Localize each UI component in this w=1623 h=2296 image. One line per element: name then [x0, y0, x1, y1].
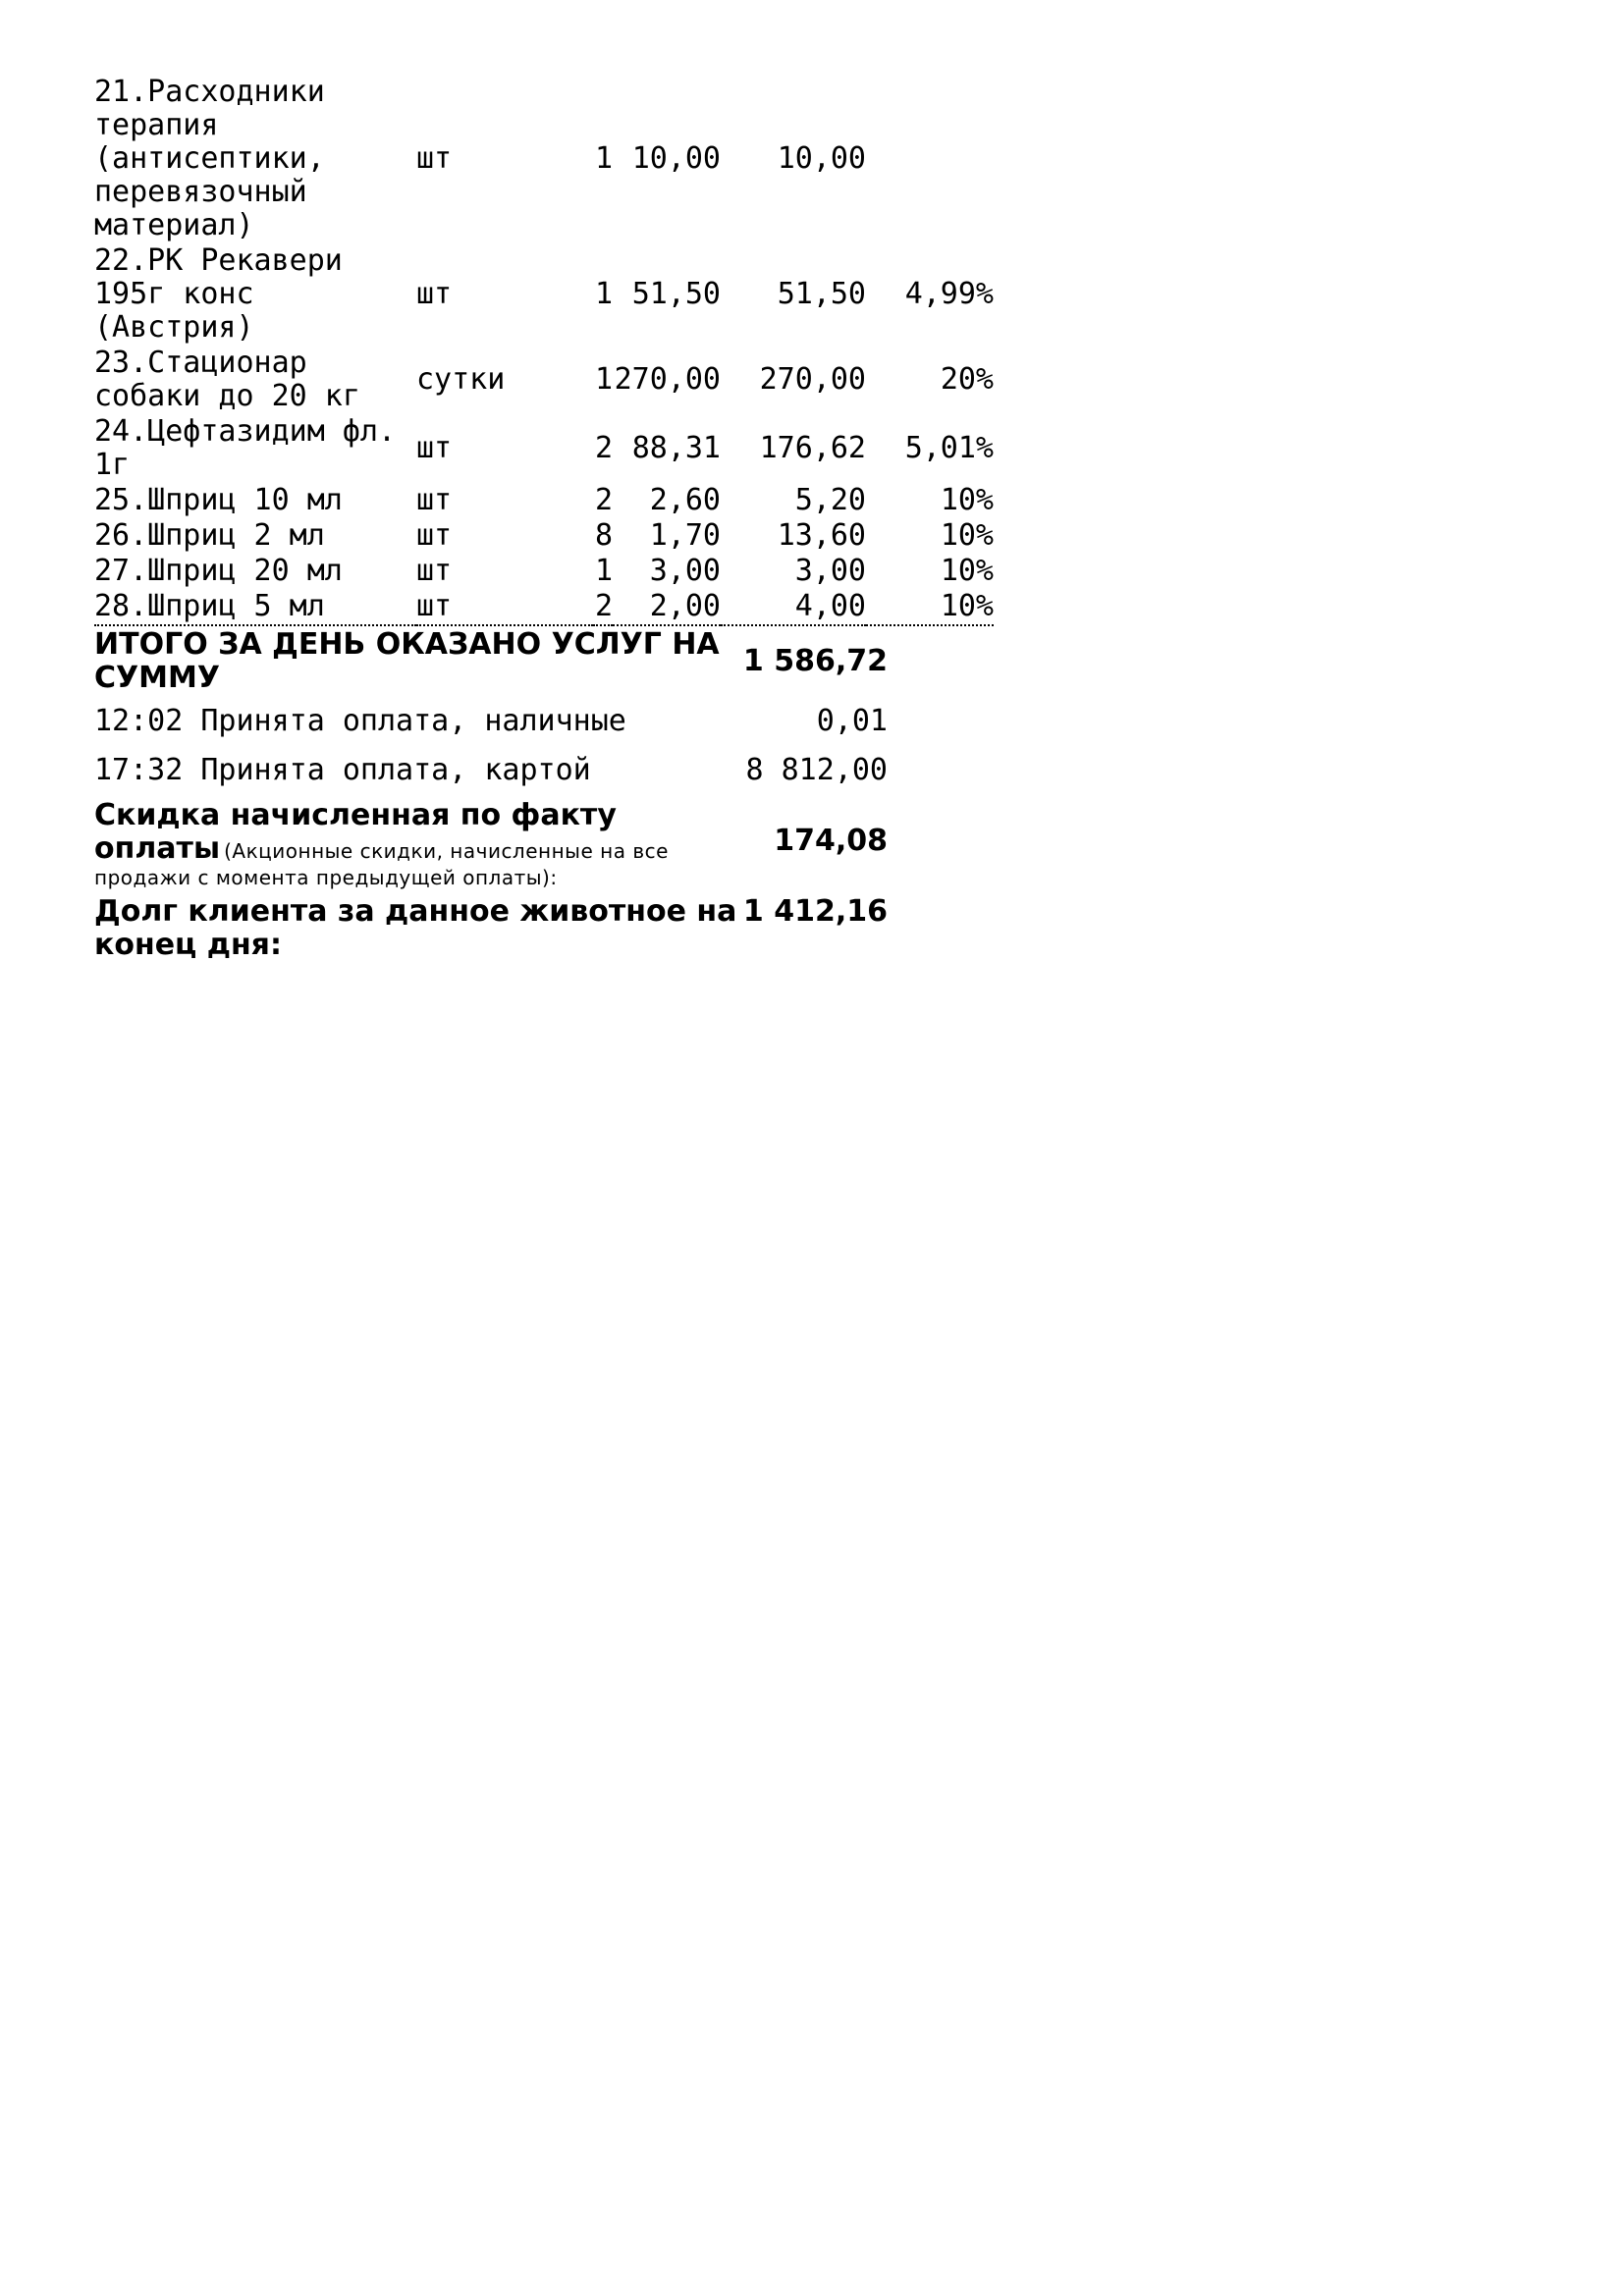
discount-note: (Акционные скидки, начисленные на все продажи с момента предыдущей оплаты):: [94, 839, 669, 889]
summary-table: [94, 628, 888, 962]
item-sum: 13,60: [777, 518, 866, 553]
table-row: [94, 346, 994, 414]
item-sum: 51,50: [777, 277, 866, 311]
item-name: 26.Шприц 2 мл: [94, 518, 325, 553]
item-unit: сутки: [416, 362, 506, 397]
table-row: [94, 483, 994, 518]
item-name: 23.Стационар собаки до 20 кг: [94, 346, 360, 413]
item-unit: шт: [416, 589, 593, 625]
item-price: 51,50: [631, 277, 721, 311]
item-price: 88,31: [631, 431, 721, 465]
summary-body: [94, 628, 888, 962]
payment-cash-row: [94, 695, 888, 744]
item-qty: 2: [594, 589, 613, 623]
item-unit: шт: [416, 141, 453, 176]
payment-card-value: 8 812,00: [745, 753, 888, 787]
discount-value: 174,08: [774, 824, 888, 858]
table-row: [94, 518, 994, 554]
debt-label: Долг клиента за данное животное на конец дня:: [94, 894, 737, 962]
item-sum: 3,00: [794, 554, 866, 588]
item-discount: 4,99%: [904, 277, 994, 311]
table-row: [94, 554, 994, 589]
item-sum: 270,00: [759, 362, 866, 397]
item-name: 24.Цефтазидим фл. 1г: [94, 414, 397, 482]
item-price: 270,00: [614, 362, 721, 397]
item-price: 10,00: [631, 141, 721, 176]
table-row: [94, 414, 994, 483]
item-price: 3,00: [649, 554, 721, 588]
item-discount: 20%: [940, 362, 994, 397]
table-row: [94, 75, 994, 243]
debt-value: 1 412,16: [742, 894, 888, 929]
item-qty: 1: [594, 554, 613, 588]
discount-cell: [94, 793, 742, 889]
item-name: 22.РК Рекавери 195г конс (Австрия): [94, 243, 343, 345]
item-discount: 10%: [940, 483, 994, 517]
discount-label: Скидка начисленная по факту оплаты: [94, 798, 617, 866]
receipt-sheet: [94, 75, 1076, 962]
item-unit: шт: [416, 518, 453, 553]
item-price: 2,60: [649, 483, 721, 517]
item-qty: 1: [594, 141, 613, 176]
item-qty: 1: [594, 362, 613, 397]
payment-cash-label: 12:02 Принята оплата, наличные: [94, 704, 626, 738]
item-sum: 5,20: [794, 483, 866, 517]
item-price: 2,00: [613, 589, 721, 625]
item-name: 21.Расходники терапия (антисептики, перевязочный материал): [94, 75, 325, 242]
items-table: [94, 75, 994, 626]
item-discount: 10%: [940, 518, 994, 553]
item-qty: 2: [594, 431, 613, 465]
item-sum: 4,00: [721, 589, 866, 625]
item-discount: 5,01%: [904, 431, 994, 465]
item-sum: 10,00: [777, 141, 866, 176]
item-qty: 8: [594, 518, 613, 553]
item-name: 25.Шприц 10 мл: [94, 483, 343, 517]
item-sum: 176,62: [759, 431, 866, 465]
item-unit: шт: [416, 554, 453, 588]
payment-cash-value: 0,01: [816, 704, 888, 738]
discount-row: [94, 793, 888, 889]
item-unit: шт: [416, 277, 453, 311]
payment-card-row: [94, 744, 888, 793]
debt-row: [94, 889, 888, 962]
table-row: [94, 243, 994, 346]
item-discount: 10%: [866, 589, 994, 625]
total-label: ИТОГО ЗА ДЕНЬ ОКАЗАНО УСЛУГ НА СУММУ: [94, 627, 720, 695]
item-name: 28.Шприц 5 мл: [94, 589, 416, 625]
total-row: [94, 628, 888, 695]
total-value: 1 586,72: [742, 644, 888, 678]
items-body: [94, 75, 994, 625]
item-name: 27.Шприц 20 мл: [94, 554, 343, 588]
payment-card-label: 17:32 Принята оплата, картой: [94, 753, 591, 787]
item-price: 1,70: [649, 518, 721, 553]
table-row: [94, 589, 994, 625]
item-discount: 10%: [940, 554, 994, 588]
item-unit: шт: [416, 483, 453, 517]
item-unit: шт: [416, 431, 453, 465]
item-discount: [866, 75, 994, 243]
item-qty: 1: [594, 277, 613, 311]
item-qty: 2: [594, 483, 613, 517]
